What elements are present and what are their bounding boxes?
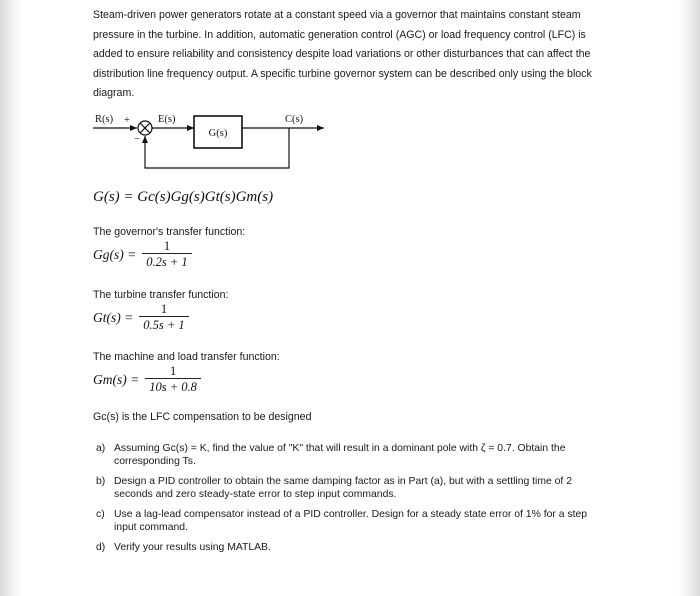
left-shadow xyxy=(0,0,22,596)
turbine-numerator: 1 xyxy=(160,302,168,316)
question-item xyxy=(96,443,608,468)
governor-lhs: Gg(s) = xyxy=(93,246,137,262)
question-item xyxy=(96,476,608,501)
machine-transfer-function xyxy=(93,365,201,394)
question-text: Use a lag-lead compensator instead of a PID controller. Design for a steady state error of 1% for a step input command. xyxy=(114,509,588,533)
output-label: C(s) xyxy=(285,114,304,125)
input-label: R(s) xyxy=(95,114,114,125)
governor-transfer-function xyxy=(93,240,192,269)
intro-paragraph: Steam-driven power generators rotate at a constant speed via a governor that maintains constant steam pressure in the turbine. In addition, automatic generation control (AGC) or load frequency control (LFC) is added to ensure reliability and consistency despite load variations or other disturbances that can affect the distribution line frequency output. A specific turbine governor system can be described only using the block diagram. xyxy=(93,9,592,99)
machine-label: The machine and load transfer function: xyxy=(93,351,280,363)
minus-sign: − xyxy=(134,134,140,145)
turbine-lhs: Gt(s) = xyxy=(93,309,134,325)
question-item xyxy=(96,542,608,555)
question-list xyxy=(96,443,608,563)
governor-numerator: 1 xyxy=(163,239,171,253)
question-text: Design a PID controller to obtain the same damping factor as in Part (a), but with a settling time of 2 seconds and zero steady-state error to step input commands. xyxy=(114,476,572,500)
question-text: Assuming Gc(s) = K, find the value of "K" that will result in a dominant pole with ζ = 0.7. Obtain the corresponding Ts. xyxy=(114,443,566,467)
summing-junction xyxy=(138,121,152,135)
turbine-transfer-function xyxy=(93,303,189,332)
governor-denominator: 0.2s + 1 xyxy=(142,253,191,269)
governor-label: The governor's transfer function: xyxy=(93,226,246,238)
turbine-label: The turbine transfer function: xyxy=(93,289,229,301)
machine-fraction xyxy=(145,365,201,394)
machine-lhs: Gm(s) = xyxy=(93,371,140,387)
machine-numerator: 1 xyxy=(169,364,177,378)
machine-denominator: 10s + 0.8 xyxy=(145,378,201,394)
lfc-note: Gc(s) is the LFC compensation to be designed xyxy=(93,411,312,423)
question-text: Verify your results using MATLAB. xyxy=(114,542,271,553)
question-letter: a) xyxy=(96,443,106,454)
block-label: G(s) xyxy=(208,128,228,139)
turbine-fraction xyxy=(139,303,188,332)
block-diagram xyxy=(90,110,330,180)
error-label: E(s) xyxy=(158,114,176,125)
question-item xyxy=(96,509,608,534)
right-shadow xyxy=(678,0,700,596)
overall-transfer-equation: G(s) = Gc(s)Gg(s)Gt(s)Gm(s) xyxy=(93,189,274,205)
question-letter: b) xyxy=(96,476,106,487)
governor-fraction xyxy=(142,240,191,269)
plus-sign: + xyxy=(124,115,130,126)
question-letter: c) xyxy=(96,509,105,520)
turbine-denominator: 0.5s + 1 xyxy=(139,316,188,332)
question-letter: d) xyxy=(96,542,106,553)
